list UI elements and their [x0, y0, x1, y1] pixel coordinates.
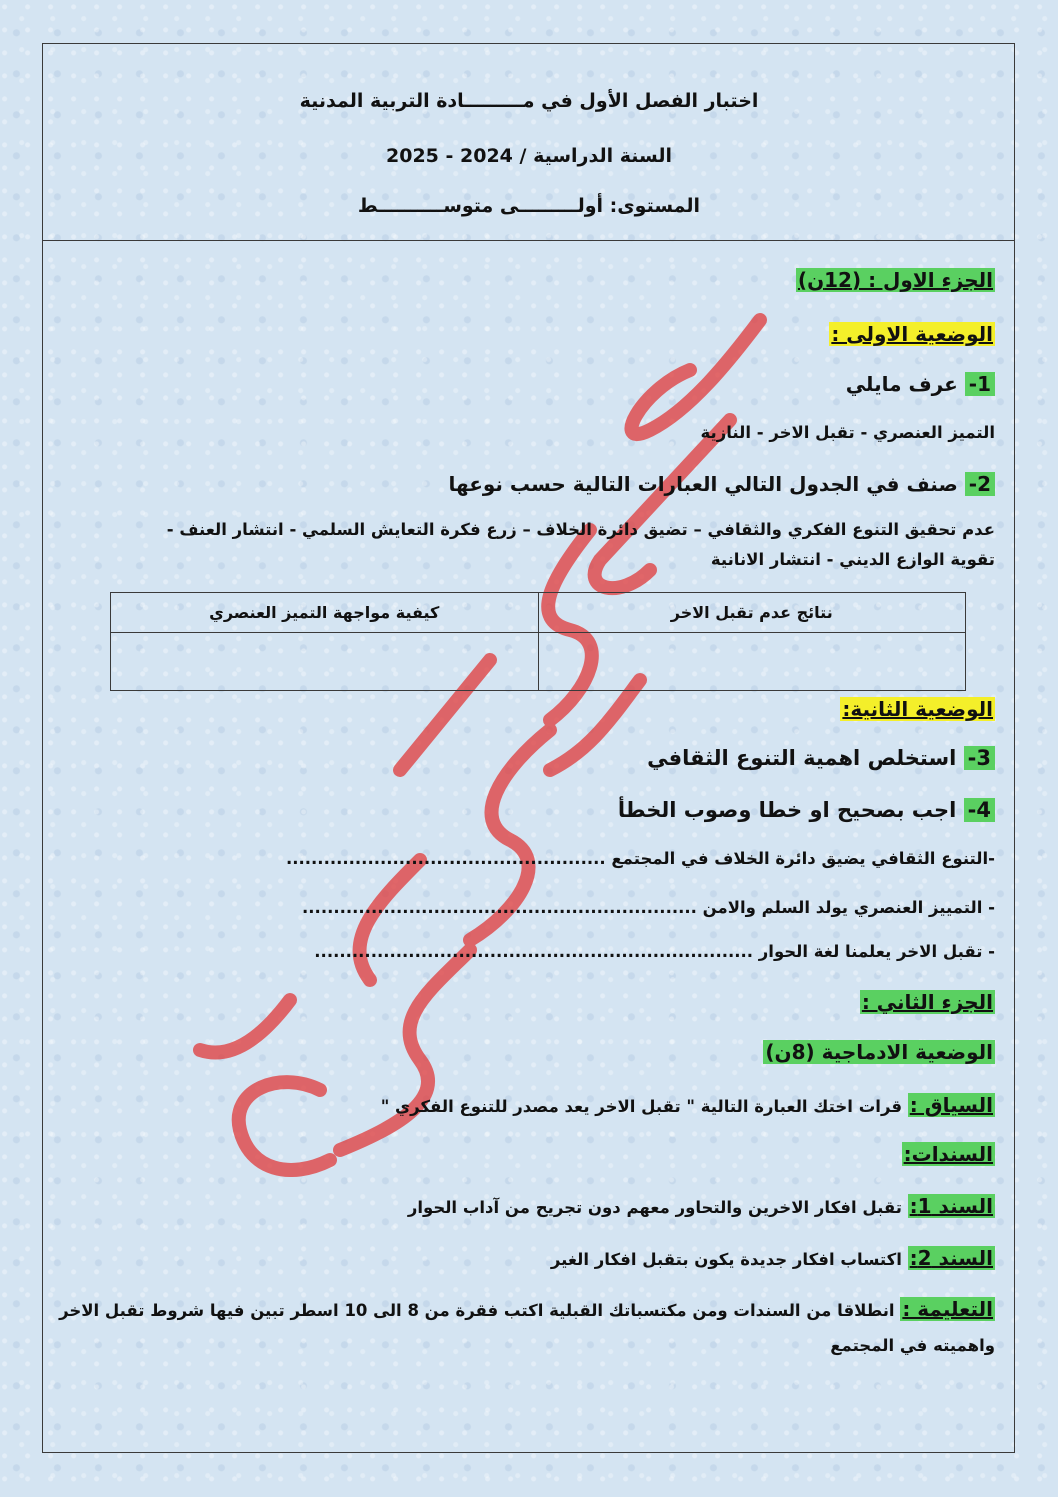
- exam-title: اختبار الفصل الأول في مـــــــــادة التربية المدنية: [299, 90, 759, 112]
- statement-1: -التنوع الثقافي يضيق دائرة الخلاف في المجتمع ...................................................: [285, 849, 995, 868]
- question-4: 4- اجب بصحيح او خطا وصوب الخطأ: [618, 798, 995, 822]
- instruction: التعليمة : انطلاقا من السندات ومن مكتسباتك القبلية اكتب فقرة من 8 الى 10 اسطر تبين فيها شروط تقبل الاخر: [59, 1297, 993, 1321]
- classification-table: [110, 592, 966, 691]
- q2-items-line2: تقوية الوازع الديني - انتشار الانانية: [710, 550, 995, 569]
- q2-items-line1: عدم تحقيق التنوع الفكري والثقافي – تضيق دائرة الخلاف – زرع فكرة التعايش السلمي - انتشار العنف -: [166, 520, 995, 539]
- question-1: 1- عرف مايلي: [846, 372, 995, 396]
- situation1-title: الوضعية الاولى :: [831, 322, 993, 346]
- statement-3: - تقبل الاخر يعلمنا لغة الحوار ......................................................................: [314, 942, 995, 961]
- table-header-consequences: نتائج عدم تقبل الاخر: [538, 593, 966, 633]
- context: السياق : قرات اختك العبارة التالية " تقبل الاخر يعد مصدر للتنوع الفكري ": [380, 1093, 993, 1117]
- question-2: 2- صنف في الجدول التالي العبارات التالية حسب نوعها: [449, 472, 995, 496]
- support-1: السند 1: تقبل افكار الاخرين والتحاور معهم دون تجريح من آداب الحوار: [407, 1194, 993, 1218]
- table-cell-empty[interactable]: [538, 633, 966, 691]
- school-year: السنة الدراسية / 2024 - 2025: [386, 145, 672, 167]
- table-cell-empty[interactable]: [111, 633, 539, 691]
- instruction-line2: واهميته في المجتمع: [830, 1336, 995, 1355]
- statement-2: - التمييز العنصري يولد السلم والامن ...............................................................: [302, 898, 995, 917]
- question-3: 3- استخلص اهمية التنوع الثقافي: [647, 746, 995, 770]
- level: المستوى: أولـــــــــى متوســــــــــط: [357, 195, 701, 217]
- part2-title: الجزء الثاني :: [861, 990, 993, 1014]
- supports-title: السندات:: [903, 1142, 993, 1166]
- part1-title: الجزء الاول : (12ن): [797, 268, 993, 292]
- table-header-prevention: كيفية مواجهة التميز العنصري: [111, 593, 539, 633]
- integration-title: الوضعية الادماجية (8ن): [765, 1040, 993, 1064]
- q1-terms: التميز العنصري - تقبل الاخر - النازية: [700, 423, 995, 442]
- header-separator: [42, 240, 1015, 241]
- situation2-title: الوضعية الثانية:: [842, 697, 993, 721]
- support-2: السند 2: اكتساب افكار جديدة يكون بتقبل افكار الغير: [550, 1246, 993, 1270]
